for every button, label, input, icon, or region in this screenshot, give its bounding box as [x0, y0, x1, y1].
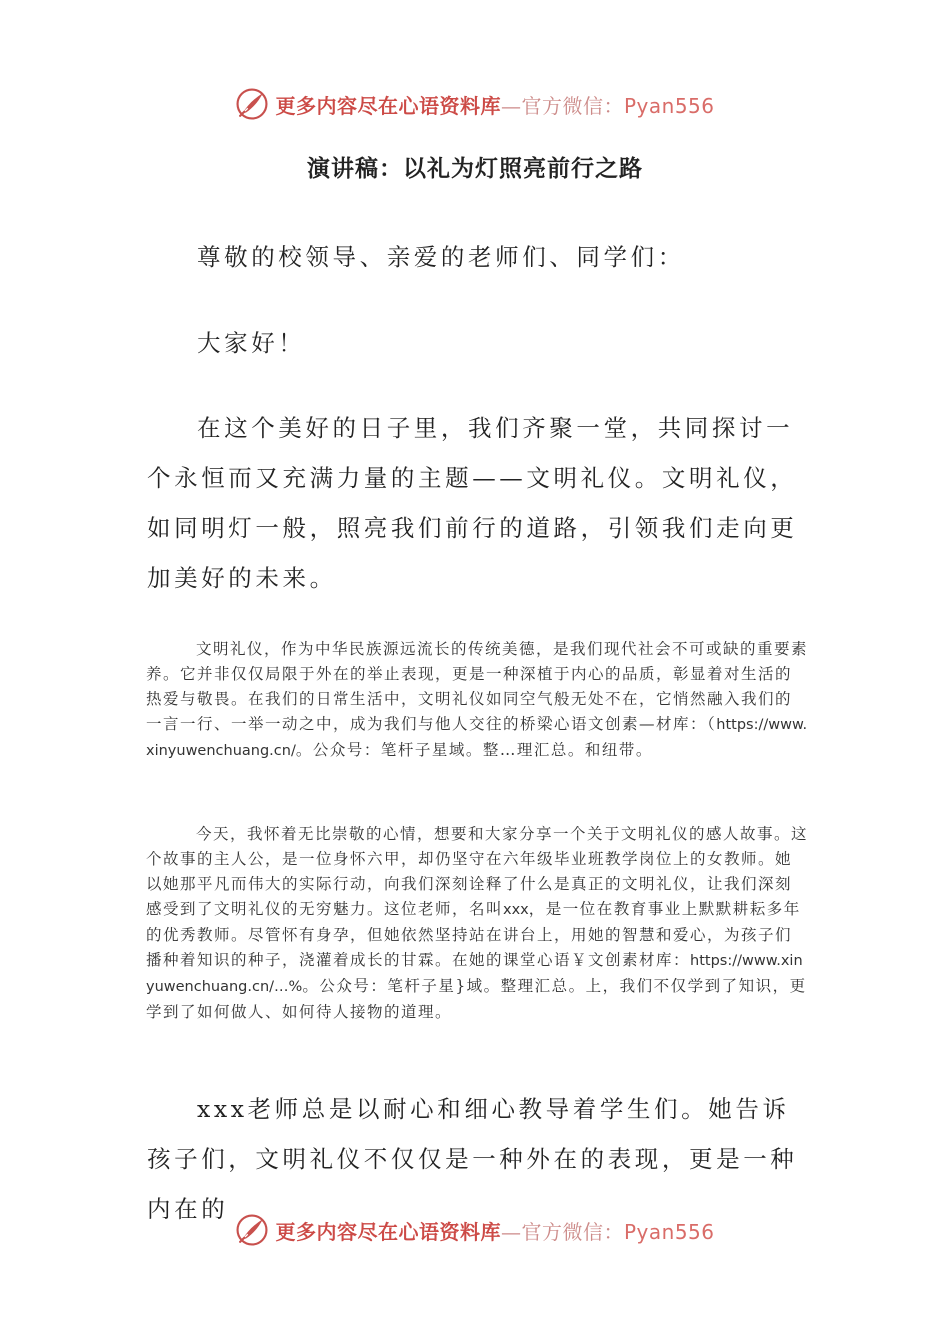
banner-wechat-handle: Pyan556 [623, 93, 715, 118]
source-link-2[interactable]: https://www.xinyuwenchuang.cn/…% [146, 953, 803, 995]
banner-wechat-handle: Pyan556 [623, 1219, 715, 1244]
teacher-name: xxx [503, 902, 529, 918]
banner-dash: — [500, 1219, 522, 1244]
story-paragraph [146, 822, 808, 1025]
etiquette-paragraph [146, 637, 808, 764]
story-tail: 。公众号：笔杆子星}域。整理汇总。上，我们不仅学到了知识，更学到了如何做人、如何待人接物的道理。 [146, 977, 807, 1021]
etiquette-tail: 。公众号：笔杆子星域。整…理汇总。和纽带。 [295, 741, 653, 759]
quill-pen-logo-icon [235, 87, 269, 121]
header-banner [0, 82, 950, 126]
banner-label: 官方微信： [521, 93, 624, 118]
banner-main-text: 更多内容尽在心语资料库 [275, 1219, 501, 1244]
banner-main-text: 更多内容尽在心语资料库 [275, 93, 501, 118]
banner-label: 官方微信： [521, 1219, 624, 1244]
intro-paragraph: 在这个美好的日子里，我们齐聚一堂，共同探讨一个永恒而又充满力量的主题——文明礼仪。文明礼仪，如同明灯一般，照亮我们前行的道路，引领我们走向更加美好的未来。 [147, 414, 798, 592]
story-mid: ，是一位在教育事业上默默耕耘多年的优秀教师。尽管怀有身孕，但她依然坚持站在讲台上，用她的智慧和爱心，为孩子们播种着知识的种子，浇灌着成长的甘霖。在她的课堂心语￥文创素材库： [146, 900, 801, 969]
hello-paragraph: 大家好！ [197, 329, 306, 357]
source-link[interactable]: https://www.xinyuwenchuang.cn/ [146, 717, 808, 759]
banner-dash: — [500, 93, 522, 118]
story-text: 今天，我怀着无比崇敬的心情，想要和大家分享一个关于文明礼仪的感人故事。这个故事的主人公，是一位身怀六甲，却仍坚守在六年级毕业班教学岗位上的女教师。她以她那平凡而伟大的实际行动，向我们深刻诠释了什么是真正的文明礼仪，让我们深刻感受到了文明礼仪的无穷魅力。这位老师，名叫 [146, 825, 809, 918]
teacher-paragraph: xxx老师总是以耐心和细心教导着学生们。她告诉孩子们，文明礼仪不仅仅是一种外在的表现，更是一种内在的 [147, 1095, 798, 1223]
greeting-paragraph: 尊敬的校领导、亲爱的老师们、同学们： [197, 243, 685, 271]
quill-pen-logo-icon [235, 1213, 269, 1247]
footer-banner [0, 1208, 950, 1252]
etiquette-text: 文明礼仪，作为中华民族源远流长的传统美德，是我们现代社会不可或缺的重要素养。它并非仅仅局限于外在的举止表现，更是一种深植于内心的品质，彰显着对生活的热爱与敬畏。在我们的日常生活中，文明礼仪如同空气般无处不在，它悄然融入我们的一言一行、一举一动之中，成为我们与他人交往的桥梁心语文创素—材库：（ [146, 640, 809, 733]
page-title: 演讲稿：以礼为灯照亮前行之路 [307, 155, 643, 182]
